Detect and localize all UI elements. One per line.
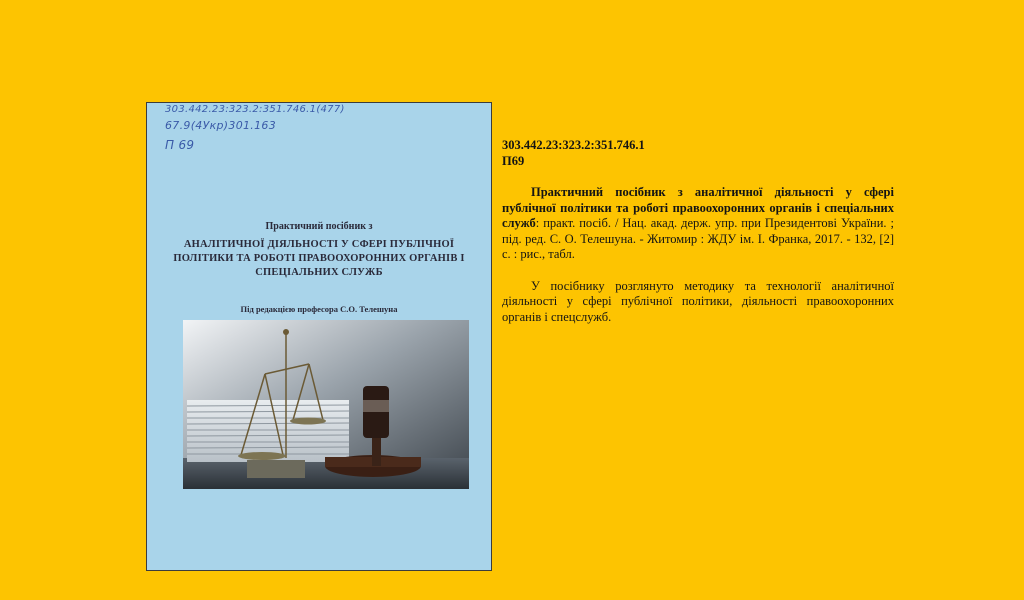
book-title: Практичний посібник з аналітичної діяльності у сфері публічної політики та роботі правоохоронних органів і спеціальних служб — [502, 185, 894, 230]
handwritten-mark: П 69 — [165, 138, 195, 152]
bibliographic-details: : практ. посіб. / Нац. акад. держ. упр. при Президентові України. ; під. ред. С. О. Телешуна. - Житомир : ЖДУ ім. І. Франка, 2017. - 132, [2] с. : рис., табл. — [502, 216, 894, 261]
bibliographic-entry — [502, 185, 894, 263]
handwritten-udc: 303.442.23:323.2:351.746.1(477) — [165, 104, 345, 115]
udc-code: 303.442.23:323.2:351.746.1 — [502, 138, 645, 152]
cover-kicker: Практичний посібник з — [265, 221, 373, 232]
catalog-record — [502, 138, 894, 325]
cover-editor: Під редакцією професора С.О. Телешуна — [240, 304, 398, 314]
scales-and-gavel-photo — [183, 320, 469, 489]
annotation: У посібнику розглянуто методику та технології аналітичної діяльності у сфері публічної політики, діяльності правоохоронних органів і спецслужб. — [502, 278, 894, 324]
shelf-mark: П69 — [502, 153, 525, 168]
cover-title: АНАЛІТИЧНОЇ ДІЯЛЬНОСТІ У СФЕРІ ПУБЛІЧНОЇ ПОЛІТИКИ ТА РОБОТІ ПРАВООХОРОННИХ ОРГАНІВ І СПЕЦІАЛЬНИХ СЛУЖБ — [173, 239, 465, 278]
handwritten-bbk: 67.9(4Укр)301.163 — [165, 119, 276, 132]
book-cover-image — [146, 102, 492, 571]
